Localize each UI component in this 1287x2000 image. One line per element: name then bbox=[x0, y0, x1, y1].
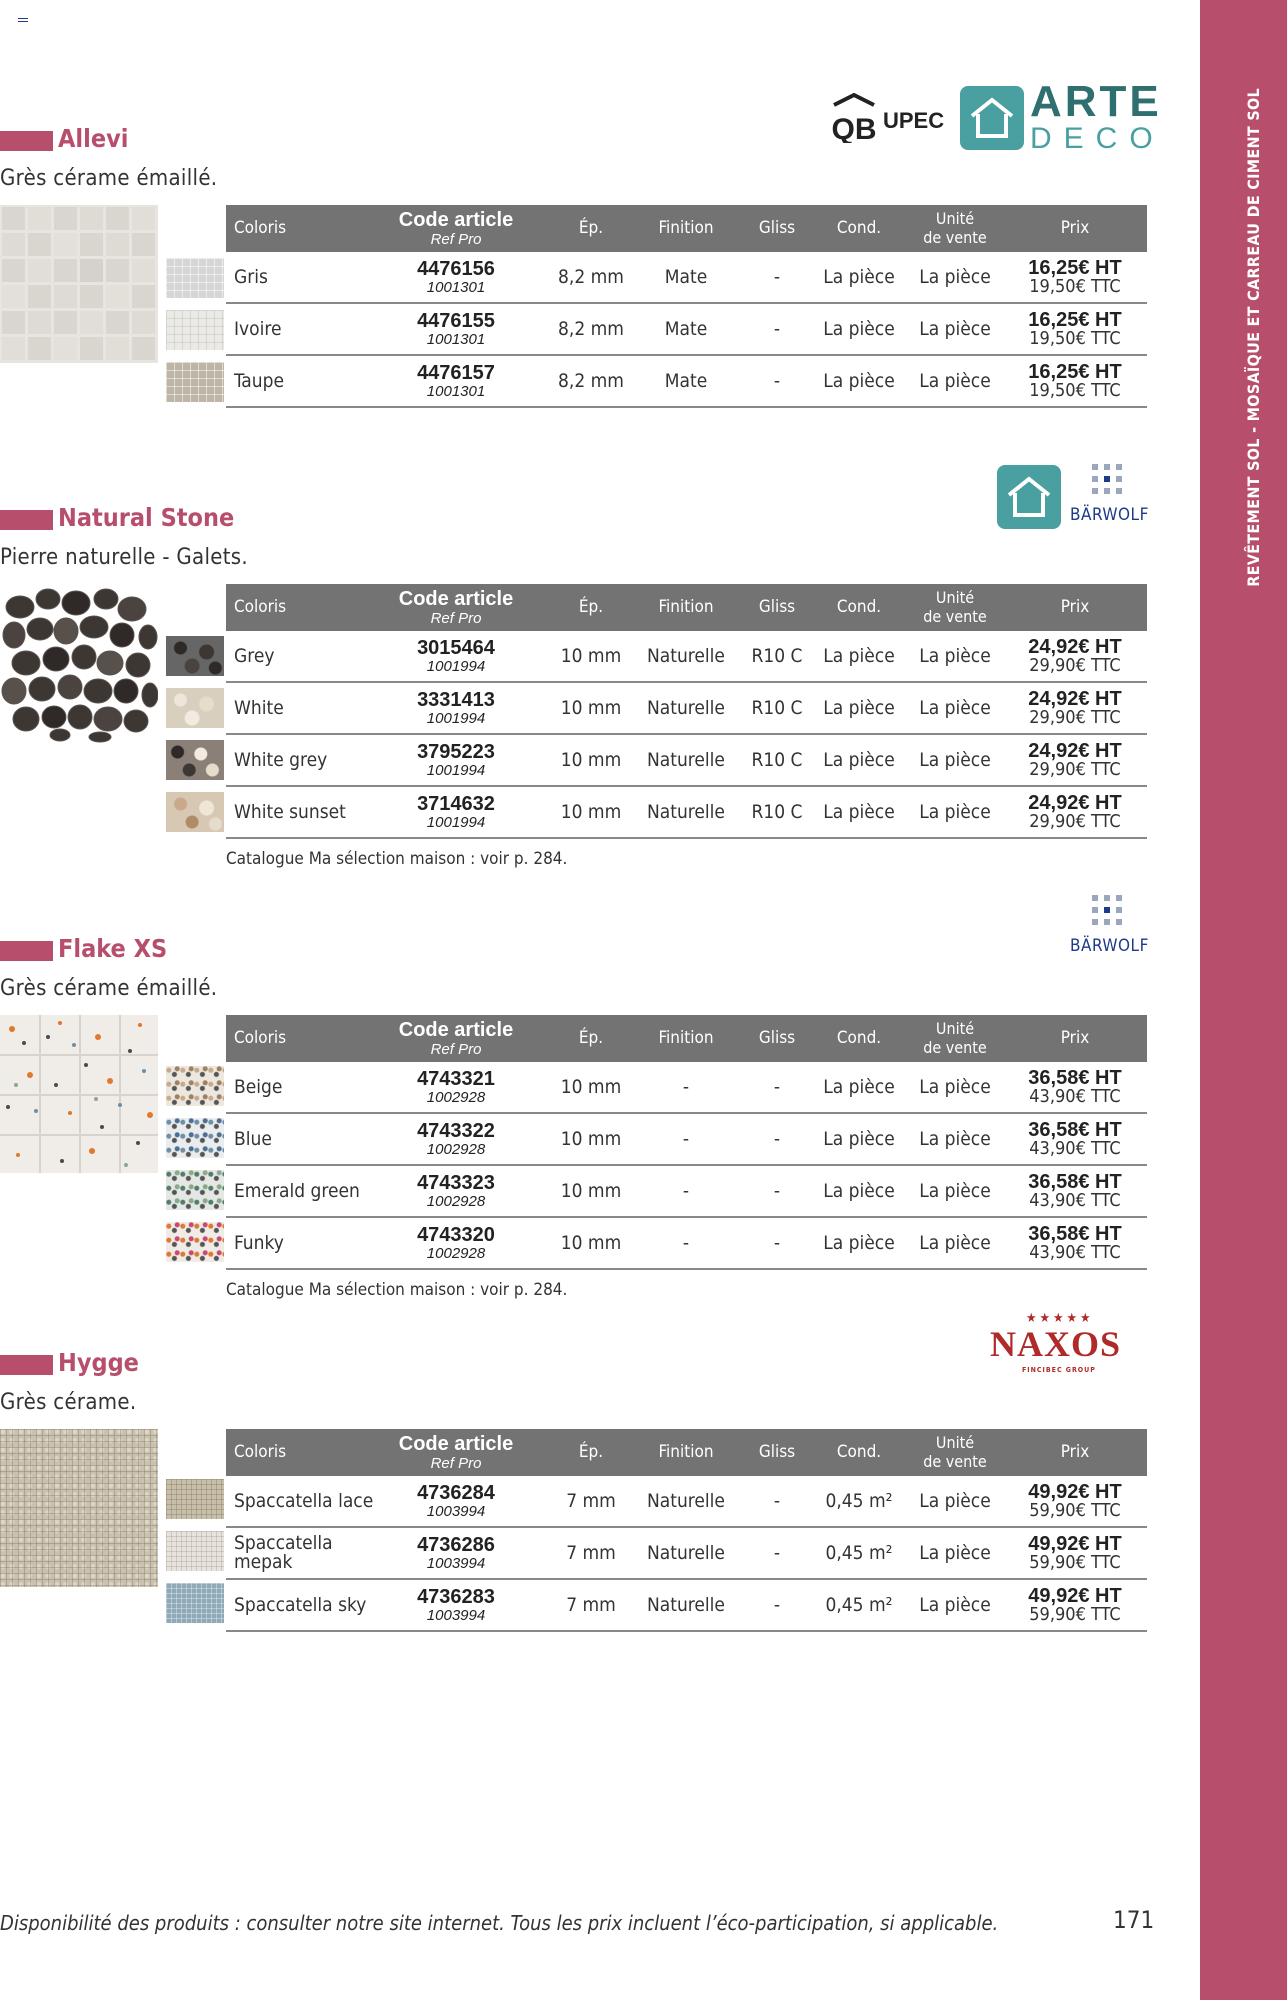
cell-code bbox=[376, 356, 536, 406]
cell-finition: - bbox=[682, 1076, 690, 1098]
section-title: Allevi bbox=[58, 124, 129, 153]
section-title: Hygge bbox=[58, 1348, 139, 1377]
col-coloris: Coloris bbox=[234, 218, 287, 238]
ref-pro: 1002928 bbox=[426, 1089, 486, 1106]
price-ttc: 43,90€ TTC bbox=[1029, 1086, 1121, 1107]
naxos-logo-text: NAXOS bbox=[990, 1324, 1122, 1364]
cell-code bbox=[376, 1218, 536, 1268]
col-unite-2: de vente bbox=[923, 227, 987, 247]
thumb-white-grey bbox=[166, 740, 224, 780]
cell-prix bbox=[1010, 1580, 1140, 1630]
table-row bbox=[226, 1528, 1147, 1580]
col-cond: Cond. bbox=[836, 1028, 882, 1048]
cell-coloris: Gris bbox=[234, 266, 268, 288]
table-row bbox=[226, 683, 1147, 735]
price-ht: 16,25€ HT bbox=[1028, 361, 1122, 383]
thumb-white-sunset bbox=[166, 792, 224, 832]
article-code: 4743320 bbox=[417, 1224, 495, 1246]
section-marker bbox=[0, 131, 53, 151]
article-code: 4476157 bbox=[417, 362, 495, 384]
cell-unite: La pièce bbox=[919, 1490, 991, 1512]
cell-prix bbox=[1010, 735, 1140, 785]
col-gliss: Gliss bbox=[758, 597, 796, 617]
cell-code bbox=[376, 631, 536, 681]
cell-code bbox=[376, 304, 536, 354]
article-code: 4736283 bbox=[417, 1586, 495, 1608]
cell-finition: - bbox=[682, 1180, 690, 1202]
arte-deco-house-icon bbox=[997, 465, 1061, 529]
thumb-ivoire bbox=[166, 310, 224, 350]
cell-ep: 10 mm bbox=[560, 1232, 622, 1254]
col-code: Code article bbox=[398, 1433, 514, 1455]
cell-code bbox=[376, 1580, 536, 1630]
cell-ep: 10 mm bbox=[560, 1180, 622, 1202]
section-marker bbox=[0, 1355, 53, 1375]
section-marker bbox=[0, 510, 53, 530]
qb-logo bbox=[830, 93, 878, 143]
naxos-subtitle: FINCIBEC GROUP bbox=[1022, 1366, 1096, 1374]
price-ht: 24,92€ HT bbox=[1028, 740, 1122, 762]
price-ttc: 43,90€ TTC bbox=[1029, 1190, 1121, 1211]
col-unite-1: Unité bbox=[935, 209, 975, 229]
thumb-gris bbox=[166, 258, 224, 298]
cell-gliss: - bbox=[773, 370, 781, 392]
cell-ep: 8,2 mm bbox=[558, 370, 624, 392]
price-ht: 36,58€ HT bbox=[1028, 1067, 1122, 1089]
cell-gliss: - bbox=[773, 1542, 781, 1564]
article-code: 4476155 bbox=[417, 310, 495, 332]
cell-prix bbox=[1010, 356, 1140, 406]
col-prix: Prix bbox=[1060, 218, 1090, 238]
ref-pro: 1003994 bbox=[426, 1607, 486, 1624]
article-code: 4736286 bbox=[417, 1534, 495, 1556]
cell-unite: La pièce bbox=[919, 266, 991, 288]
section-subtitle: Grès cérame émaillé. bbox=[0, 166, 218, 191]
ref-pro: 1001301 bbox=[426, 279, 486, 296]
cell-coloris: White grey bbox=[234, 749, 328, 771]
col-finition: Finition bbox=[658, 1028, 714, 1048]
cell-gliss: - bbox=[773, 1180, 781, 1202]
cell-code bbox=[376, 252, 536, 302]
cell-unite: La pièce bbox=[919, 1128, 991, 1150]
cell-prix bbox=[1010, 1476, 1140, 1526]
price-ttc: 43,90€ TTC bbox=[1029, 1138, 1121, 1159]
price-ht: 49,92€ HT bbox=[1028, 1533, 1122, 1555]
cell-cond: La pièce bbox=[823, 318, 895, 340]
cell-code bbox=[376, 787, 536, 837]
col-unite-1: Unité bbox=[935, 1433, 975, 1453]
cell-cond: La pièce bbox=[823, 697, 895, 719]
thumb-funky bbox=[166, 1222, 224, 1262]
cell-finition: Naturelle bbox=[647, 801, 725, 823]
col-cond: Cond. bbox=[836, 218, 882, 238]
cell-prix bbox=[1010, 787, 1140, 837]
cell-prix bbox=[1010, 1062, 1140, 1112]
thumb-grey bbox=[166, 636, 224, 676]
table-row bbox=[226, 1218, 1147, 1270]
cell-code bbox=[376, 1166, 536, 1216]
cell-coloris: Emerald green bbox=[234, 1180, 360, 1202]
table-row bbox=[226, 1476, 1147, 1528]
price-ht: 36,58€ HT bbox=[1028, 1119, 1122, 1141]
catalogue-note: Catalogue Ma sélection maison : voir p. 284. bbox=[226, 1280, 568, 1300]
cell-unite: La pièce bbox=[919, 1076, 991, 1098]
ref-pro: 1001994 bbox=[426, 710, 486, 727]
ref-pro: 1002928 bbox=[426, 1141, 486, 1158]
barwolf-dots-icon bbox=[1090, 893, 1126, 929]
table-row bbox=[226, 631, 1147, 683]
cell-cond: La pièce bbox=[823, 1180, 895, 1202]
cell-coloris: Spaccatella lace bbox=[234, 1490, 374, 1512]
upec-logo: UPEC bbox=[883, 108, 945, 133]
cell-ep: 8,2 mm bbox=[558, 266, 624, 288]
price-ht: 16,25€ HT bbox=[1028, 309, 1122, 331]
article-code: 4743322 bbox=[417, 1120, 495, 1142]
article-code: 3714632 bbox=[417, 793, 495, 815]
price-ttc: 43,90€ TTC bbox=[1029, 1242, 1121, 1263]
cell-cond: La pièce bbox=[823, 749, 895, 771]
cell-ep: 10 mm bbox=[560, 697, 622, 719]
col-ep: Ép. bbox=[578, 1442, 604, 1462]
cell-finition: Mate bbox=[664, 370, 708, 392]
section-subtitle: Pierre naturelle - Galets. bbox=[0, 545, 248, 570]
cell-cond: 0,45 m² bbox=[825, 1542, 893, 1564]
cell-code bbox=[376, 1114, 536, 1164]
cell-finition: Naturelle bbox=[647, 1490, 725, 1512]
flake-xs-table bbox=[226, 1015, 1147, 1270]
price-ttc: 29,90€ TTC bbox=[1029, 707, 1121, 728]
col-ref: Ref Pro bbox=[430, 231, 482, 248]
cell-finition: Mate bbox=[664, 318, 708, 340]
col-code: Code article bbox=[398, 209, 514, 231]
col-ref: Ref Pro bbox=[430, 1455, 482, 1472]
cell-finition: Mate bbox=[664, 266, 708, 288]
cell-cond: La pièce bbox=[823, 1128, 895, 1150]
price-ttc: 59,90€ TTC bbox=[1029, 1552, 1121, 1573]
price-ht: 36,58€ HT bbox=[1028, 1223, 1122, 1245]
col-coloris: Coloris bbox=[234, 1442, 287, 1462]
col-ref: Ref Pro bbox=[430, 1041, 482, 1058]
table-row bbox=[226, 1114, 1147, 1166]
col-finition: Finition bbox=[658, 597, 714, 617]
cell-finition: - bbox=[682, 1128, 690, 1150]
cell-unite: La pièce bbox=[919, 1594, 991, 1616]
cell-unite: La pièce bbox=[919, 749, 991, 771]
cell-ep: 8,2 mm bbox=[558, 318, 624, 340]
cell-prix bbox=[1010, 683, 1140, 733]
hygge-table bbox=[226, 1429, 1147, 1632]
cell-cond: La pièce bbox=[823, 1076, 895, 1098]
col-finition: Finition bbox=[658, 1442, 714, 1462]
section-title: Flake XS bbox=[58, 934, 168, 963]
cell-gliss: - bbox=[773, 1076, 781, 1098]
col-ep: Ép. bbox=[578, 218, 604, 238]
cell-cond: La pièce bbox=[823, 1232, 895, 1254]
price-ht: 24,92€ HT bbox=[1028, 792, 1122, 814]
price-ttc: 59,90€ TTC bbox=[1029, 1500, 1121, 1521]
cell-unite: La pièce bbox=[919, 801, 991, 823]
price-ht: 16,25€ HT bbox=[1028, 257, 1122, 279]
table-row bbox=[226, 252, 1147, 304]
col-prix: Prix bbox=[1060, 1028, 1090, 1048]
cell-ep: 10 mm bbox=[560, 749, 622, 771]
table-row bbox=[226, 356, 1147, 408]
cell-cond: La pièce bbox=[823, 370, 895, 392]
cell-coloris: Beige bbox=[234, 1076, 283, 1098]
cell-ep: 7 mm bbox=[566, 1490, 616, 1512]
ref-pro: 1003994 bbox=[426, 1503, 486, 1520]
cell-gliss: R10 C bbox=[751, 749, 803, 771]
cell-ep: 10 mm bbox=[560, 1076, 622, 1098]
col-finition: Finition bbox=[658, 218, 714, 238]
natural-stone-table bbox=[226, 584, 1147, 839]
cell-cond: 0,45 m² bbox=[825, 1594, 893, 1616]
arte-deco-house-icon bbox=[960, 86, 1024, 150]
ref-pro: 1001994 bbox=[426, 814, 486, 831]
thumb-spaccatella-mepak bbox=[166, 1531, 224, 1571]
ref-pro: 1001994 bbox=[426, 762, 486, 779]
cell-coloris: Spaccatella sky bbox=[234, 1594, 367, 1616]
thumb-white bbox=[166, 688, 224, 728]
allevi-table bbox=[226, 205, 1147, 408]
thumb-beige bbox=[166, 1066, 224, 1106]
cell-gliss: R10 C bbox=[751, 645, 803, 667]
cell-unite: La pièce bbox=[919, 1232, 991, 1254]
cell-unite: La pièce bbox=[919, 1180, 991, 1202]
ref-pro: 1002928 bbox=[426, 1245, 486, 1262]
table-header bbox=[226, 205, 1147, 252]
col-unite-2: de vente bbox=[923, 606, 987, 626]
article-code: 4736284 bbox=[417, 1482, 495, 1504]
cell-unite: La pièce bbox=[919, 1542, 991, 1564]
cell-finition: - bbox=[682, 1232, 690, 1254]
col-unite-1: Unité bbox=[935, 1019, 975, 1039]
article-code: 3331413 bbox=[417, 689, 495, 711]
price-ttc: 29,90€ TTC bbox=[1029, 811, 1121, 832]
section-marker bbox=[0, 941, 53, 961]
cell-finition: Naturelle bbox=[647, 1542, 725, 1564]
cell-code bbox=[376, 735, 536, 785]
cell-coloris: White bbox=[234, 697, 284, 719]
natural-stone-product-image bbox=[0, 585, 158, 743]
section-subtitle: Grès cérame. bbox=[0, 1390, 137, 1415]
cell-code bbox=[376, 1062, 536, 1112]
cell-unite: La pièce bbox=[919, 318, 991, 340]
ref-pro: 1001994 bbox=[426, 658, 486, 675]
article-code: 3795223 bbox=[417, 741, 495, 763]
col-unite-2: de vente bbox=[923, 1037, 987, 1057]
price-ttc: 29,90€ TTC bbox=[1029, 759, 1121, 780]
cell-gliss: R10 C bbox=[751, 801, 803, 823]
cell-prix bbox=[1010, 304, 1140, 354]
article-code: 4743321 bbox=[417, 1068, 495, 1090]
cell-gliss: - bbox=[773, 1490, 781, 1512]
price-ht: 24,92€ HT bbox=[1028, 688, 1122, 710]
table-header bbox=[226, 584, 1147, 631]
article-code: 4743323 bbox=[417, 1172, 495, 1194]
cell-ep: 7 mm bbox=[566, 1594, 616, 1616]
hygge-product-image bbox=[0, 1429, 158, 1587]
price-ttc: 29,90€ TTC bbox=[1029, 655, 1121, 676]
col-unite-1: Unité bbox=[935, 588, 975, 608]
footer-disclaimer: Disponibilité des produits : consulter notre site internet. Tous les prix incluent l’éco-participation, si applicable. bbox=[0, 1911, 999, 1935]
col-ref: Ref Pro bbox=[430, 610, 482, 627]
naxos-stars: ★★★★★ bbox=[1026, 1311, 1094, 1326]
col-coloris: Coloris bbox=[234, 597, 287, 617]
cell-ep: 10 mm bbox=[560, 1128, 622, 1150]
menu-icon[interactable] bbox=[18, 18, 28, 26]
price-ht: 36,58€ HT bbox=[1028, 1171, 1122, 1193]
barwolf-logo-text: BÄRWOLF bbox=[1070, 505, 1149, 525]
cell-finition: Naturelle bbox=[647, 1594, 725, 1616]
page-number: 171 bbox=[1113, 1906, 1155, 1934]
cell-gliss: - bbox=[773, 1128, 781, 1150]
cell-finition: Naturelle bbox=[647, 697, 725, 719]
thumb-taupe bbox=[166, 362, 224, 402]
cell-cond: La pièce bbox=[823, 266, 895, 288]
col-cond: Cond. bbox=[836, 597, 882, 617]
article-code: 4476156 bbox=[417, 258, 495, 280]
cell-prix bbox=[1010, 1218, 1140, 1268]
price-ttc: 19,50€ TTC bbox=[1029, 328, 1121, 349]
col-ep: Ép. bbox=[578, 1028, 604, 1048]
col-gliss: Gliss bbox=[758, 1442, 796, 1462]
ref-pro: 1002928 bbox=[426, 1193, 486, 1210]
cell-cond: 0,45 m² bbox=[825, 1490, 893, 1512]
price-ttc: 19,50€ TTC bbox=[1029, 380, 1121, 401]
col-code: Code article bbox=[398, 588, 514, 610]
cell-code bbox=[376, 1476, 536, 1526]
col-code: Code article bbox=[398, 1019, 514, 1041]
cell-unite: La pièce bbox=[919, 645, 991, 667]
ref-pro: 1001301 bbox=[426, 383, 486, 400]
cell-prix bbox=[1010, 1114, 1140, 1164]
table-header bbox=[226, 1015, 1147, 1062]
col-prix: Prix bbox=[1060, 597, 1090, 617]
table-row bbox=[226, 787, 1147, 839]
col-cond: Cond. bbox=[836, 1442, 882, 1462]
cell-coloris: Funky bbox=[234, 1232, 284, 1254]
cell-gliss: - bbox=[773, 1232, 781, 1254]
cell-coloris: Spaccatella mepak bbox=[234, 1532, 333, 1573]
arte-logo-text: ARTE bbox=[1030, 77, 1162, 126]
cell-finition: Naturelle bbox=[647, 749, 725, 771]
section-subtitle: Grès cérame émaillé. bbox=[0, 976, 218, 1001]
cell-coloris: Ivoire bbox=[234, 318, 282, 340]
col-ep: Ép. bbox=[578, 597, 604, 617]
cell-prix bbox=[1010, 1166, 1140, 1216]
thumb-spaccatella-lace bbox=[166, 1479, 224, 1519]
thumb-blue bbox=[166, 1118, 224, 1158]
table-row bbox=[226, 1166, 1147, 1218]
cell-coloris: Blue bbox=[234, 1128, 272, 1150]
thumb-spaccatella-sky bbox=[166, 1583, 224, 1623]
col-gliss: Gliss bbox=[758, 1028, 796, 1048]
table-row bbox=[226, 1580, 1147, 1632]
cell-unite: La pièce bbox=[919, 697, 991, 719]
price-ht: 24,92€ HT bbox=[1028, 636, 1122, 658]
price-ttc: 59,90€ TTC bbox=[1029, 1604, 1121, 1625]
cell-gliss: - bbox=[773, 266, 781, 288]
section-title: Natural Stone bbox=[58, 503, 235, 532]
table-row bbox=[226, 735, 1147, 787]
cell-finition: Naturelle bbox=[647, 645, 725, 667]
table-row bbox=[226, 304, 1147, 356]
cell-code bbox=[376, 683, 536, 733]
cell-gliss: - bbox=[773, 318, 781, 340]
article-code: 3015464 bbox=[417, 637, 495, 659]
price-ht: 49,92€ HT bbox=[1028, 1481, 1122, 1503]
allevi-product-image bbox=[0, 205, 158, 363]
cell-coloris: Taupe bbox=[234, 370, 284, 392]
cell-prix bbox=[1010, 631, 1140, 681]
flake-xs-product-image bbox=[0, 1015, 158, 1173]
cell-prix bbox=[1010, 1528, 1140, 1578]
cell-coloris: Grey bbox=[234, 645, 275, 667]
cell-code bbox=[376, 1528, 536, 1578]
price-ttc: 19,50€ TTC bbox=[1029, 276, 1121, 297]
ref-pro: 1003994 bbox=[426, 1555, 486, 1572]
col-gliss: Gliss bbox=[758, 218, 796, 238]
cell-unite: La pièce bbox=[919, 370, 991, 392]
thumb-emerald-green bbox=[166, 1170, 224, 1210]
col-coloris: Coloris bbox=[234, 1028, 287, 1048]
cell-cond: La pièce bbox=[823, 801, 895, 823]
cell-ep: 10 mm bbox=[560, 801, 622, 823]
qb-text: QB bbox=[831, 113, 877, 143]
price-ht: 49,92€ HT bbox=[1028, 1585, 1122, 1607]
cell-prix bbox=[1010, 252, 1140, 302]
cell-cond: La pièce bbox=[823, 645, 895, 667]
cell-coloris: White sunset bbox=[234, 801, 346, 823]
col-unite-2: de vente bbox=[923, 1451, 987, 1471]
cell-ep: 10 mm bbox=[560, 645, 622, 667]
catalogue-note: Catalogue Ma sélection maison : voir p. 284. bbox=[226, 849, 568, 869]
cell-gliss: R10 C bbox=[751, 697, 803, 719]
barwolf-dots-icon bbox=[1090, 462, 1126, 498]
col-prix: Prix bbox=[1060, 1442, 1090, 1462]
sidebar-label: REVÊTEMENT SOL - MOSAÏQUE ET CARREAU DE CIMENT SOL bbox=[1244, 88, 1263, 587]
deco-logo-text: DECO bbox=[1030, 122, 1165, 155]
table-row bbox=[226, 1062, 1147, 1114]
cell-ep: 7 mm bbox=[566, 1542, 616, 1564]
barwolf-logo-text: BÄRWOLF bbox=[1070, 936, 1149, 956]
ref-pro: 1001301 bbox=[426, 331, 486, 348]
cell-gliss: - bbox=[773, 1594, 781, 1616]
table-header bbox=[226, 1429, 1147, 1476]
